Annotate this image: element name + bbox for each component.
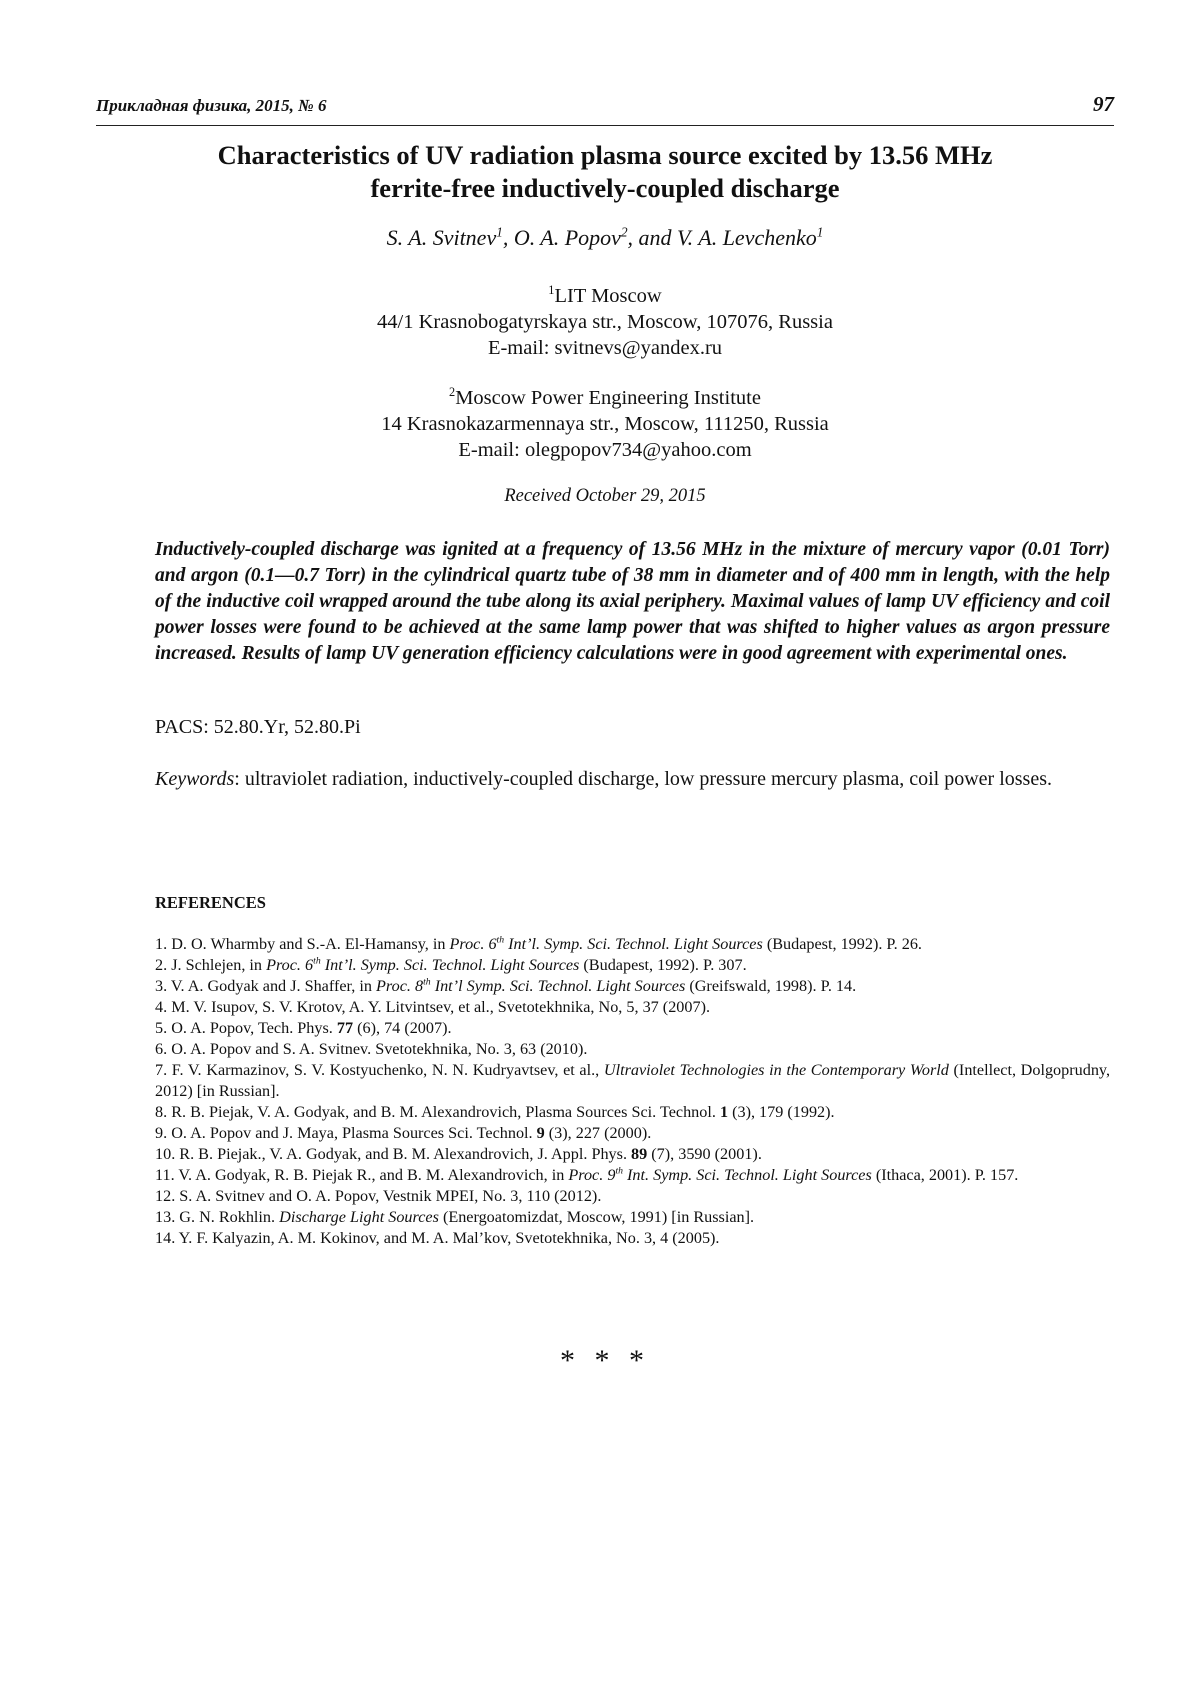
reference-text: 3. V. A. Godyak and J. Shaffer, in	[155, 977, 377, 995]
reference-item	[155, 934, 1110, 955]
reference-text: th	[313, 955, 321, 967]
author-list	[96, 225, 1114, 251]
affiliation-name-text: Moscow Power Engineering Institute	[455, 387, 761, 409]
reference-text: (3), 179 (1992).	[728, 1103, 835, 1121]
reference-text: 1	[719, 1103, 729, 1121]
keywords-label: Keywords	[155, 768, 235, 790]
author-separator: , and	[627, 225, 678, 250]
reference-text: 12. S. A. Svitnev and O. A. Popov, Vestnik MPEI, No. 3, 110 (2012).	[155, 1187, 602, 1205]
author-separator: ,	[502, 225, 514, 250]
reference-text: 13. G. N. Rokhlin.	[155, 1208, 280, 1226]
reference-text: (Intellect, Dolgoprudny, 2012) [in Russian].	[155, 1061, 1111, 1100]
affiliation-email: E-mail: olegpopov734@yahoo.com	[458, 439, 752, 461]
section-separator: * * *	[560, 1344, 650, 1377]
received-date: Received October 29, 2015	[504, 486, 706, 506]
reference-text: 5. O. A. Popov, Tech. Phys.	[155, 1019, 337, 1037]
references-heading: REFERENCES	[155, 893, 266, 912]
reference-item	[155, 1186, 1110, 1207]
reference-text: th	[423, 976, 431, 988]
abstract: Inductively-coupled discharge was ignited at a frequency of 13.56 MHz in the mixture of mercury vapor (0.01 Torr) and argon (0.1—0.7 Torr) in the cylindrical quartz tube of 38 mm in diameter and of 400 mm in length, with the help of the inductive coil wrapped around the tube along its axial periphery. Maximal values of lamp UV efficiency and coil power losses were found to be achieved at the same lamp power that was shifted to higher values as argon pressure increased. Results of lamp UV generation efficiency calculations were in good agreement with experimental ones.	[155, 539, 1110, 664]
reference-item	[155, 1060, 1110, 1102]
paper-title	[96, 139, 1114, 205]
reference-item	[155, 1018, 1110, 1039]
reference-item	[155, 1228, 1110, 1249]
reference-text: (Budapest, 1992). P. 26.	[762, 935, 922, 953]
affiliation-address: 14 Krasnokazarmennaya str., Moscow, 111250, Russia	[381, 413, 829, 435]
keywords	[155, 766, 1110, 793]
author: S. A. Svitnev	[386, 225, 497, 250]
reference-text: (Ithaca, 2001). P. 157.	[871, 1166, 1019, 1184]
reference-text: Discharge Light Sources	[279, 1208, 439, 1226]
title-line: Characteristics of UV radiation plasma source excited by 13.56 MHz	[217, 140, 993, 170]
reference-item	[155, 1207, 1110, 1228]
reference-text: Proc. 8	[376, 977, 424, 995]
author-affiliation-mark: 1	[816, 224, 824, 240]
reference-item	[155, 997, 1110, 1018]
reference-text: 9	[536, 1124, 545, 1142]
affiliation-name-text: LIT Moscow	[554, 285, 662, 307]
reference-item	[155, 955, 1110, 976]
reference-text: (Budapest, 1992). P. 307.	[579, 956, 747, 974]
reference-item	[155, 1039, 1110, 1060]
reference-text: Proc. 6	[266, 956, 314, 974]
affiliation-mark: 2	[449, 385, 456, 400]
author-affiliation-mark: 1	[496, 224, 503, 240]
reference-text: Proc. 9	[568, 1166, 616, 1184]
reference-text: 1. D. O. Wharmby and S.-A. El-Hamansy, in	[155, 935, 450, 953]
references-list	[155, 934, 1110, 1249]
author: O. A. Popov	[513, 225, 621, 250]
affiliation-mark: 1	[548, 283, 555, 298]
reference-text: 11. V. A. Godyak, R. B. Piejak R., and B. M. Alexandrovich, in	[155, 1166, 569, 1184]
reference-text: 14. Y. F. Kalyazin, A. M. Kokinov, and M. A. Mal’kov, Svetotekhnika, No. 3, 4 (2005).	[155, 1229, 720, 1247]
reference-item	[155, 976, 1110, 997]
reference-text: 8. R. B. Piejak, V. A. Godyak, and B. M. Alexandrovich, Plasma Sources Sci. Technol.	[155, 1103, 720, 1121]
reference-text: Ultraviolet Technologies in the Contemporary World	[603, 1061, 949, 1079]
reference-text: Int. Symp. Sci. Technol. Light Sources	[623, 1166, 872, 1184]
page-number: 97	[1093, 92, 1114, 116]
affiliation-block	[96, 385, 1114, 463]
keywords-text: : ultraviolet radiation, inductively-coupled discharge, low pressure mercury plasma, coil power losses.	[234, 768, 1052, 790]
reference-text: 9. O. A. Popov and J. Maya, Plasma Sources Sci. Technol.	[155, 1124, 537, 1142]
reference-item	[155, 1102, 1110, 1123]
journal-name: Прикладная физика, 2015, № 6	[96, 96, 327, 115]
reference-text: Int’l. Symp. Sci. Technol. Light Sources	[504, 935, 763, 953]
reference-text: Int’l Symp. Sci. Technol. Light Sources	[430, 977, 686, 995]
pacs-codes: PACS: 52.80.Yr, 52.80.Pi	[155, 716, 361, 738]
affiliation-email: E-mail: svitnevs@yandex.ru	[487, 337, 723, 359]
reference-text: 2. J. Schlejen, in	[155, 956, 267, 974]
reference-text: 4. M. V. Isupov, S. V. Krotov, A. Y. Litvintsev, et al., Svetotekhnika, No, 5, 37 (2007).	[155, 998, 711, 1016]
reference-item	[155, 1123, 1110, 1144]
reference-text: (7), 3590 (2001).	[647, 1145, 762, 1163]
title-line: ferrite-free inductively-coupled discharge	[370, 173, 840, 203]
author: V. A. Levchenko	[677, 225, 817, 250]
reference-text: th	[615, 1165, 623, 1177]
affiliation-block	[96, 283, 1114, 361]
reference-text: Proc. 6	[449, 935, 497, 953]
affiliation-name	[96, 283, 1114, 309]
affiliation-name	[96, 385, 1114, 411]
running-header	[96, 92, 1114, 126]
reference-text: (3), 227 (2000).	[544, 1124, 652, 1142]
reference-item	[155, 1144, 1110, 1165]
reference-text: 7. F. V. Karmazinov, S. V. Kostyuchenko, N. N. Kudryavtsev, et al.,	[155, 1061, 604, 1079]
reference-text: 77	[336, 1019, 354, 1037]
reference-text: th	[496, 934, 505, 946]
reference-text: Int’l. Symp. Sci. Technol. Light Sources	[320, 956, 580, 974]
affiliation-address: 44/1 Krasnobogatyrskaya str., Moscow, 107076, Russia	[377, 311, 833, 333]
reference-text: 6. O. A. Popov and S. A. Svitnev. Svetotekhnika, No. 3, 63 (2010).	[155, 1040, 588, 1058]
reference-text: (6), 74 (2007).	[353, 1019, 452, 1037]
reference-item	[155, 1165, 1110, 1186]
author-affiliation-mark: 2	[620, 224, 628, 240]
reference-text: (Energoatomizdat, Moscow, 1991) [in Russian].	[438, 1208, 755, 1226]
reference-text: (Greifswald, 1998). P. 14.	[685, 977, 857, 995]
reference-text: 89	[631, 1145, 648, 1163]
reference-text: 10. R. B. Piejak., V. A. Godyak, and B. M. Alexandrovich, J. Appl. Phys.	[155, 1145, 632, 1163]
